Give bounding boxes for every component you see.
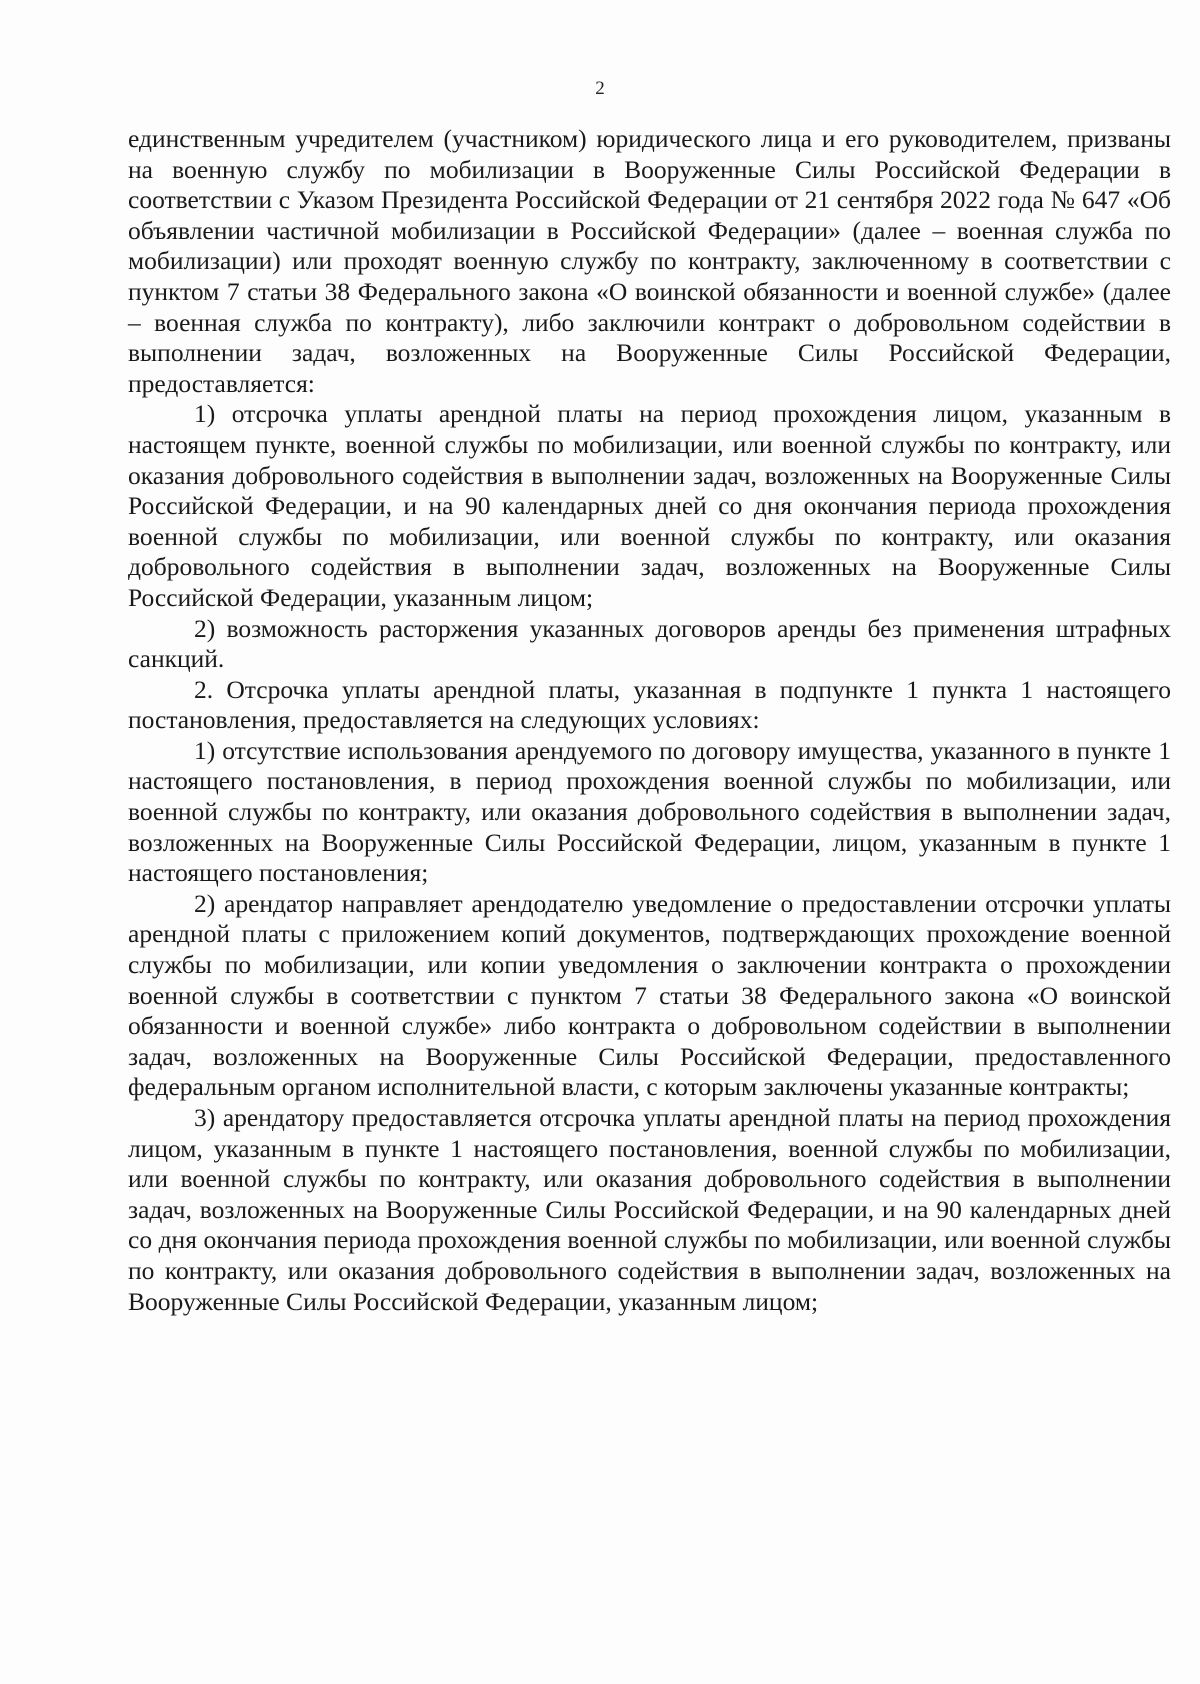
paragraph-item-2: 2. Отсрочка уплаты арендной платы, указанная в подпункте 1 пункта 1 настоящего постановления, предоставляется на следующих условиях: [128,674,1171,735]
paragraph-subitem-1-1: 1) отсрочка уплаты арендной платы на период прохождения лицом, указанным в настоящем пункте, военной службы по мобилизации, или военной службы по контракту, или оказания добровольного содействия в выполнении задач, возложенных на Вооруженные Силы Российской Федерации, и на 90 календарных дней со дня окончания периода прохождения военной службы по мобилизации, или военной службы по контракту, или оказания добровольного содействия в выполнении задач, возложенных на Вооруженные Силы Российской Федерации, указанным лицом; [128,399,1171,612]
paragraph-continuation: единственным учредителем (участником) юридического лица и его руководителем, призваны на военную службу по мобилизации в Вооруженные Силы Российской Федерации в соответствии с Указом Президента Российской Федерации от 21 сентября 2022 года № 647 «Об объявлении частичной мобилизации в Российской Федерации» (далее – военная служба по мобилизации) или проходят военную службу по контракту, заключенному в соответствии с пунктом 7 статьи 38 Федерального закона «О воинской обязанности и военной службе» (далее – военная служба по контракту), либо заключили контракт о добровольном содействии в выполнении задач, возложенных на Вооруженные Силы Российской Федерации, предоставляется: [128,124,1171,398]
paragraph-subitem-2-2: 2) арендатор направляет арендодателю уведомление о предоставлении отсрочки уплаты арендной платы с приложением копий документов, подтверждающих прохождение военной службы по мобилизации, или копии уведомления о заключении контракта о прохождении военной службы в соответствии с пунктом 7 статьи 38 Федерального закона «О воинской обязанности и военной службе» либо контракта о добровольном содействии в выполнении задач, возложенных на Вооруженные Силы Российской Федерации, предоставленного федеральным органом исполнительной власти, с которым заключены указанные контракты; [128,888,1171,1102]
paragraph-subitem-2-3: 3) арендатору предоставляется отсрочка уплаты арендной платы на период прохождения лицом, указанным в пункте 1 настоящего постановления, военной службы по мобилизации, или военной службы по контракту, или оказания добровольного содействия в выполнении задач, возложенных на Вооруженные Силы Российской Федерации, и на 90 календарных дней со дня окончания периода прохождения военной службы по мобилизации, или военной службы по контракту, или оказания добровольного содействия в выполнении задач, возложенных на Вооруженные Силы Российской Федерации, указанным лицом; [128,1103,1171,1316]
paragraph-subitem-2-1: 1) отсутствие использования арендуемого по договору имущества, указанного в пункте 1 настоящего постановления, в период прохождения военной службы по мобилизации, или военной службы по контракту, или оказания добровольного содействия в выполнении задач, возложенных на Вооруженные Силы Российской Федерации, лицом, указанным в пункте 1 настоящего постановления; [128,735,1171,888]
paragraph-subitem-1-2: 2) возможность расторжения указанных договоров аренды без применения штрафных санкций. [128,613,1171,674]
page-number: 2 [595,78,605,99]
document-body [128,124,1171,1317]
